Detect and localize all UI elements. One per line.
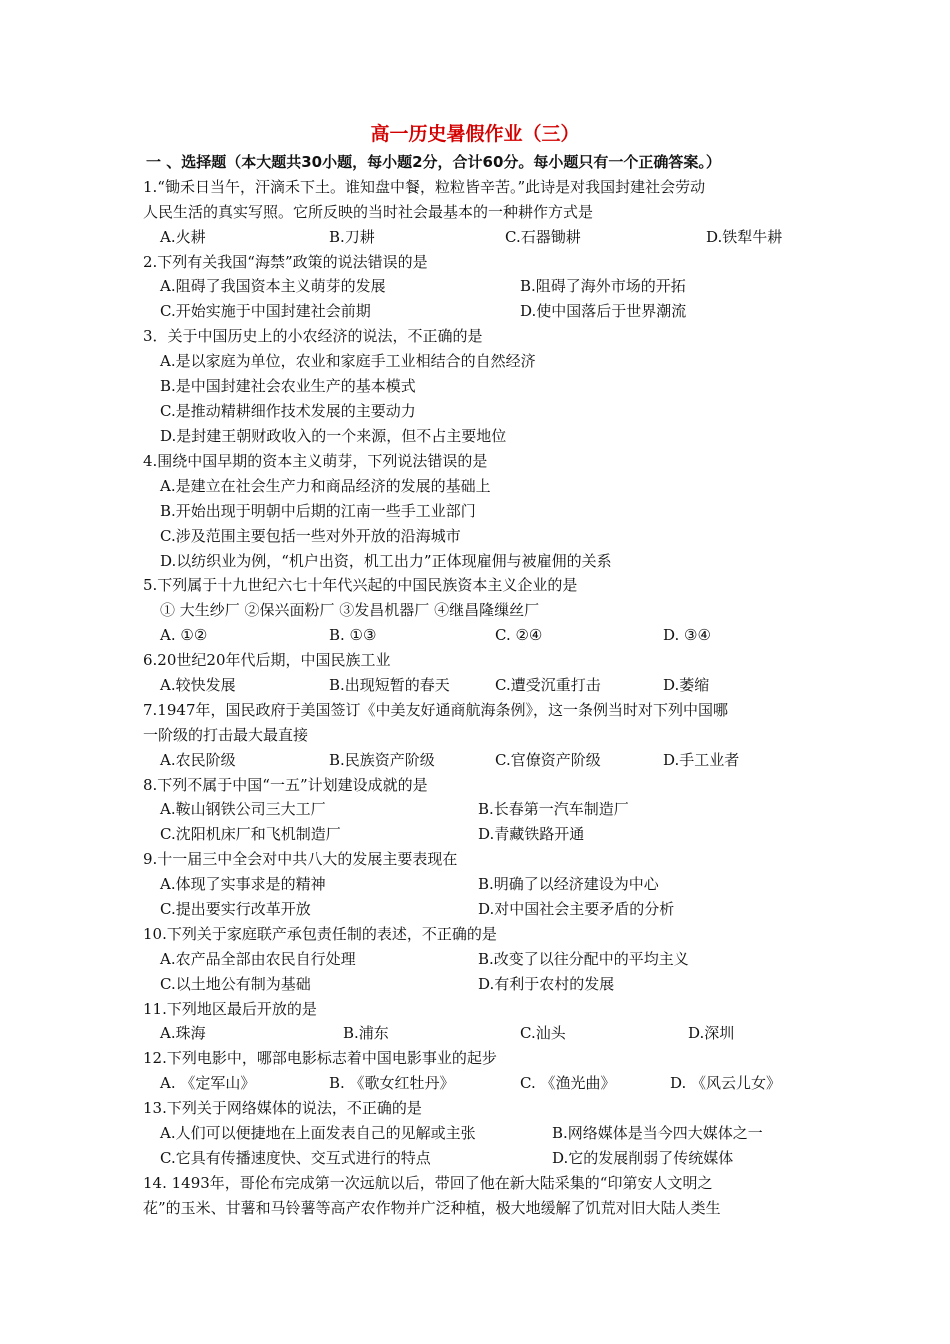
question-12-option-a: A. 《定军山》 [160, 1074, 256, 1092]
question-14-stem-line2: 花”的玉米、甘薯和马铃薯等高产农作物并广泛种植，极大地缓解了饥荒对旧大陆人类生 [143, 1199, 721, 1217]
question-5-option-c: C. ②④ [495, 626, 543, 644]
question-6-option-c: C.遭受沉重打击 [495, 676, 601, 694]
question-13-option-b: B.网络媒体是当今四大媒体之一 [552, 1124, 763, 1142]
question-11-option-c: C.汕头 [520, 1024, 566, 1042]
question-5-option-a: A. ①② [160, 626, 208, 644]
question-10-option-c: C.以土地公有制为基础 [160, 975, 311, 993]
question-7-option-c: C.官僚资产阶级 [495, 751, 601, 769]
question-4-option-d: D.以纺织业为例，“机户出资，机工出力”正体现雇佣与被雇佣的关系 [160, 552, 612, 570]
question-9-option-c: C.提出要实行改革开放 [160, 900, 311, 918]
question-1-option-d: D.铁犁牛耕 [706, 228, 783, 246]
question-11-stem: 11.下列地区最后开放的是 [143, 1000, 317, 1018]
question-2-option-a: A.阻碍了我国资本主义萌芽的发展 [160, 277, 386, 295]
question-10-option-d: D.有利于农村的发展 [478, 975, 615, 993]
question-5-items: ① 大生纱厂 ②保兴面粉厂 ③发昌机器厂 ④继昌隆缫丝厂 [160, 601, 540, 619]
question-10-option-b: B.改变了以往分配中的平均主义 [478, 950, 689, 968]
question-12-option-b: B. 《歌女红牡丹》 [329, 1074, 455, 1092]
question-12-option-d: D. 《风云儿女》 [670, 1074, 782, 1092]
page-title: 高一历史暑假作业（三） [370, 123, 580, 145]
question-2-option-c: C.开始实施于中国封建社会前期 [160, 302, 371, 320]
question-5-option-d: D. ③④ [663, 626, 711, 644]
question-7-stem-line2: 一阶级的打击最大最直接 [143, 726, 309, 744]
question-9-option-a: A.体现了实事求是的精神 [160, 875, 326, 893]
question-1-option-a: A.火耕 [160, 228, 206, 246]
question-13-option-d: D.它的发展削弱了传统媒体 [552, 1149, 734, 1167]
question-1-stem-line1: 1.“锄禾日当午，汗滴禾下土。谁知盘中餐，粒粒皆辛苦。”此诗是对我国封建社会劳动 [143, 178, 706, 196]
question-5-option-b: B. ①③ [329, 626, 377, 644]
question-11-option-a: A.珠海 [160, 1024, 206, 1042]
question-13-option-a: A.人们可以便捷地在上面发表自己的见解或主张 [160, 1124, 476, 1142]
question-8-option-a: A.鞍山钢铁公司三大工厂 [160, 800, 326, 818]
question-8-option-d: D.青藏铁路开通 [478, 825, 585, 843]
section-heading: 一 、选择题（本大题共30小题，每小题2分，合计60分。每小题只有一个正确答案。） [146, 153, 721, 171]
question-3-option-d: D.是封建王朝财政收入的一个来源，但不占主要地位 [160, 427, 507, 445]
question-13-option-c: C.它具有传播速度快、交互式进行的特点 [160, 1149, 431, 1167]
question-4-option-b: B.开始出现于明朝中后期的江南一些手工业部门 [160, 502, 476, 520]
question-10-option-a: A.农产品全部由农民自行处理 [160, 950, 356, 968]
question-7-option-a: A.农民阶级 [160, 751, 236, 769]
question-12-option-c: C. 《渔光曲》 [520, 1074, 616, 1092]
question-6-option-b: B.出现短暂的春天 [329, 676, 450, 694]
question-11-option-b: B.浦东 [343, 1024, 389, 1042]
question-2-option-d: D.使中国落后于世界潮流 [520, 302, 687, 320]
question-8-option-c: C.沈阳机床厂和飞机制造厂 [160, 825, 341, 843]
question-10-stem: 10.下列关于家庭联产承包责任制的表述，不正确的是 [143, 925, 497, 943]
question-3-option-b: B.是中国封建社会农业生产的基本模式 [160, 377, 416, 395]
question-3-stem: 3．关于中国历史上的小农经济的说法，不正确的是 [143, 327, 483, 345]
question-6-option-a: A.较快发展 [160, 676, 236, 694]
question-4-stem: 4.围绕中国早期的资本主义萌芽，下列说法错误的是 [143, 452, 488, 470]
question-7-option-b: B.民族资产阶级 [329, 751, 435, 769]
question-9-option-d: D.对中国社会主要矛盾的分析 [478, 900, 675, 918]
question-9-stem: 9.十一届三中全会对中共八大的发展主要表现在 [143, 850, 458, 868]
question-8-option-b: B.长春第一汽车制造厂 [478, 800, 629, 818]
question-3-option-a: A.是以家庭为单位，农业和家庭手工业相结合的自然经济 [160, 352, 536, 370]
question-7-stem-line1: 7.1947年，国民政府于美国签订《中美友好通商航海条例》，这一条例当时对下列中国哪 [143, 701, 728, 719]
question-2-option-b: B.阻碍了海外市场的开拓 [520, 277, 686, 295]
question-1-stem-line2: 人民生活的真实写照。它所反映的当时社会最基本的一种耕作方式是 [143, 203, 594, 221]
question-4-option-a: A.是建立在社会生产力和商品经济的发展的基础上 [160, 477, 491, 495]
question-4-option-c: C.涉及范围主要包括一些对外开放的沿海城市 [160, 527, 461, 545]
question-12-stem: 12.下列电影中，哪部电影标志着中国电影事业的起步 [143, 1049, 497, 1067]
question-9-option-b: B.明确了以经济建设为中心 [478, 875, 659, 893]
question-7-option-d: D.手工业者 [663, 751, 740, 769]
question-5-stem: 5.下列属于十九世纪六七十年代兴起的中国民族资本主义企业的是 [143, 576, 578, 594]
question-8-stem: 8.下列不属于中国“一五”计划建设成就的是 [143, 776, 428, 794]
question-11-option-d: D.深圳 [688, 1024, 735, 1042]
question-1-option-b: B.刀耕 [329, 228, 375, 246]
question-1-option-c: C.石器锄耕 [505, 228, 581, 246]
question-6-stem: 6.20世纪20年代后期，中国民族工业 [143, 651, 391, 669]
question-13-stem: 13.下列关于网络媒体的说法，不正确的是 [143, 1099, 422, 1117]
question-2-stem: 2.下列有关我国“海禁”政策的说法错误的是 [143, 253, 428, 271]
question-6-option-d: D.萎缩 [663, 676, 710, 694]
question-3-option-c: C.是推动精耕细作技术发展的主要动力 [160, 402, 416, 420]
question-14-stem-line1: 14. 1493年，哥伦布完成第一次远航以后，带回了他在新大陆采集的“印第安人文明之 [143, 1174, 713, 1192]
